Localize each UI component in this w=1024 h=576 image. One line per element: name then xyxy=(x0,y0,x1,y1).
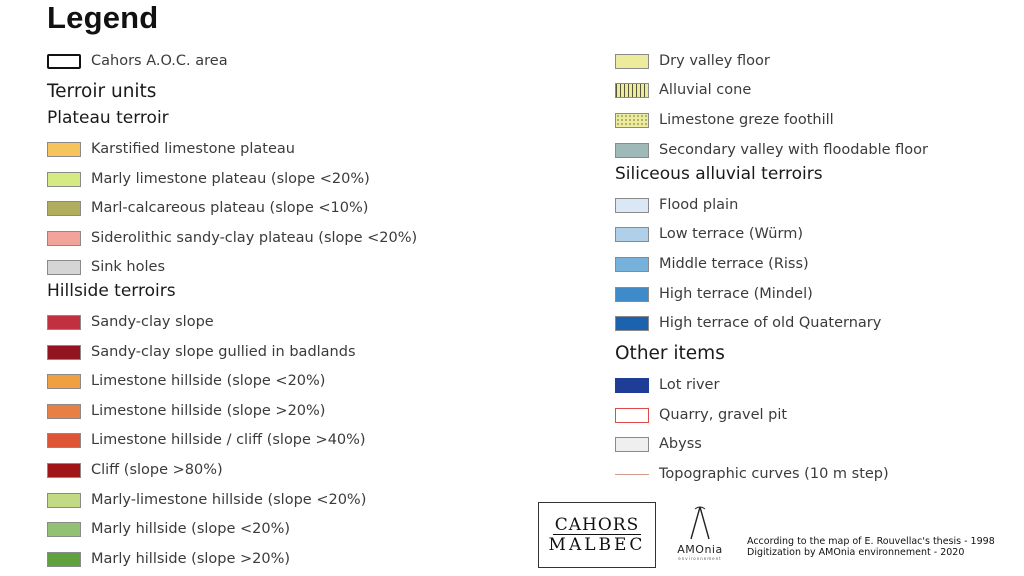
credits-line-2: Digitization by AMOnia environnement - 2020 xyxy=(747,547,965,558)
color-swatch xyxy=(615,257,649,272)
legend-item xyxy=(47,228,417,248)
legend-item xyxy=(47,342,356,362)
cahors-malbec-logo xyxy=(538,502,656,568)
amonia-name: AMOnia xyxy=(677,543,723,556)
logo-bottom-text: MALBEC xyxy=(548,534,646,555)
color-swatch xyxy=(47,463,81,478)
legend-item-label: Secondary valley with floodable floor xyxy=(659,142,928,158)
color-swatch xyxy=(615,408,649,423)
legend-item-label: Siderolithic sandy-clay plateau (slope <20%) xyxy=(91,230,418,246)
color-swatch xyxy=(47,231,81,246)
color-swatch xyxy=(47,522,81,537)
legend-item-aoc xyxy=(47,51,228,71)
heading-siliceous-alluvial-terroirs: Siliceous alluvial terroirs xyxy=(615,164,823,184)
color-swatch xyxy=(615,316,649,331)
color-swatch xyxy=(47,142,81,157)
legend-item-label: Limestone hillside (slope >20%) xyxy=(91,403,326,419)
legend-item xyxy=(47,430,366,450)
color-swatch xyxy=(615,198,649,213)
legend-item-label: Limestone hillside / cliff (slope >40%) xyxy=(91,432,366,448)
legend-item-label: High terrace (Mindel) xyxy=(659,286,813,302)
legend-item xyxy=(615,80,751,100)
legend-item-label: Quarry, gravel pit xyxy=(659,407,788,423)
heading-other-items: Other items xyxy=(615,343,725,364)
legend-item xyxy=(615,434,702,454)
legend-item xyxy=(47,257,165,277)
legend-item-label: Limestone greze foothill xyxy=(659,112,834,128)
legend-item-label: High terrace of old Quaternary xyxy=(659,315,882,331)
color-swatch xyxy=(615,54,649,69)
amonia-logo xyxy=(672,505,728,565)
logo-top-text: CAHORS xyxy=(554,514,640,535)
legend-item-label: Marly hillside (slope >20%) xyxy=(91,551,291,567)
credits-line-1: According to the map of E. Rouvellac's thesis - 1998 xyxy=(747,536,995,547)
legend-item-label: Cliff (slope >80%) xyxy=(91,462,223,478)
color-swatch xyxy=(47,260,81,275)
legend-item-label: Marly hillside (slope <20%) xyxy=(91,521,291,537)
legend-item xyxy=(47,490,366,510)
legend-item-label: Middle terrace (Riss) xyxy=(659,256,809,272)
color-swatch xyxy=(47,404,81,419)
heading-hillside-terroirs: Hillside terroirs xyxy=(47,281,176,301)
legend-item xyxy=(47,312,214,332)
color-swatch xyxy=(615,143,649,158)
legend-item xyxy=(615,254,809,274)
amonia-subtitle: environnement xyxy=(678,556,722,561)
legend-item-label: Marly limestone plateau (slope <20%) xyxy=(91,171,370,187)
color-swatch xyxy=(615,378,649,393)
heading-terroir-units: Terroir units xyxy=(47,81,157,102)
heading-plateau-terroir: Plateau terroir xyxy=(47,108,169,128)
legend-item xyxy=(615,284,813,304)
legend-item-label: Marly-limestone hillside (slope <20%) xyxy=(91,492,367,508)
color-swatch xyxy=(47,493,81,508)
legend-item-label: Flood plain xyxy=(659,197,739,213)
legend-item-label: Abyss xyxy=(659,436,702,452)
legend-item xyxy=(47,549,290,569)
legend-item xyxy=(47,401,325,421)
color-swatch xyxy=(615,437,649,452)
color-swatch xyxy=(47,315,81,330)
legend-item xyxy=(47,519,290,539)
legend-item-label: Marl-calcareous plateau (slope <10%) xyxy=(91,200,369,216)
legend-item xyxy=(47,460,223,480)
color-swatch xyxy=(615,227,649,242)
legend-item-label: Limestone hillside (slope <20%) xyxy=(91,373,326,389)
color-swatch xyxy=(47,433,81,448)
legend-item-label: Sink holes xyxy=(91,259,165,275)
hatched-swatch xyxy=(615,83,649,98)
legend-item xyxy=(615,195,738,215)
legend-item-label: Topographic curves (10 m step) xyxy=(659,466,889,482)
color-swatch xyxy=(47,552,81,567)
credits xyxy=(747,536,995,558)
legend-item xyxy=(615,313,881,333)
legend-item xyxy=(47,169,370,189)
legend-item xyxy=(615,140,928,160)
color-swatch xyxy=(47,172,81,187)
legend-item xyxy=(47,371,325,391)
legend-item-label: Sandy-clay slope gullied in badlands xyxy=(91,344,356,360)
amonia-mark-icon xyxy=(685,505,715,541)
legend-item-label: Dry valley floor xyxy=(659,53,770,69)
legend-title: Legend xyxy=(47,0,159,35)
legend-item xyxy=(47,198,368,218)
color-swatch xyxy=(47,201,81,216)
aoc-outline-swatch xyxy=(47,54,81,69)
legend-item-label: Lot river xyxy=(659,377,720,393)
legend-item-label: Karstified limestone plateau xyxy=(91,141,295,157)
legend-item xyxy=(615,405,787,425)
legend-item-label: Sandy-clay slope xyxy=(91,314,214,330)
legend-item xyxy=(615,375,719,395)
legend-item xyxy=(615,464,889,484)
legend-item-label: Alluvial cone xyxy=(659,82,752,98)
color-swatch xyxy=(615,287,649,302)
color-swatch xyxy=(47,374,81,389)
legend-item-label: Cahors A.O.C. area xyxy=(91,53,228,69)
legend-item-label: Low terrace (Würm) xyxy=(659,226,803,242)
legend-item xyxy=(615,224,803,244)
dotted-swatch xyxy=(615,113,649,128)
legend-item xyxy=(615,51,770,71)
legend-item xyxy=(615,110,834,130)
color-swatch xyxy=(47,345,81,360)
topographic-line-swatch xyxy=(615,467,649,482)
legend-item xyxy=(47,139,295,159)
